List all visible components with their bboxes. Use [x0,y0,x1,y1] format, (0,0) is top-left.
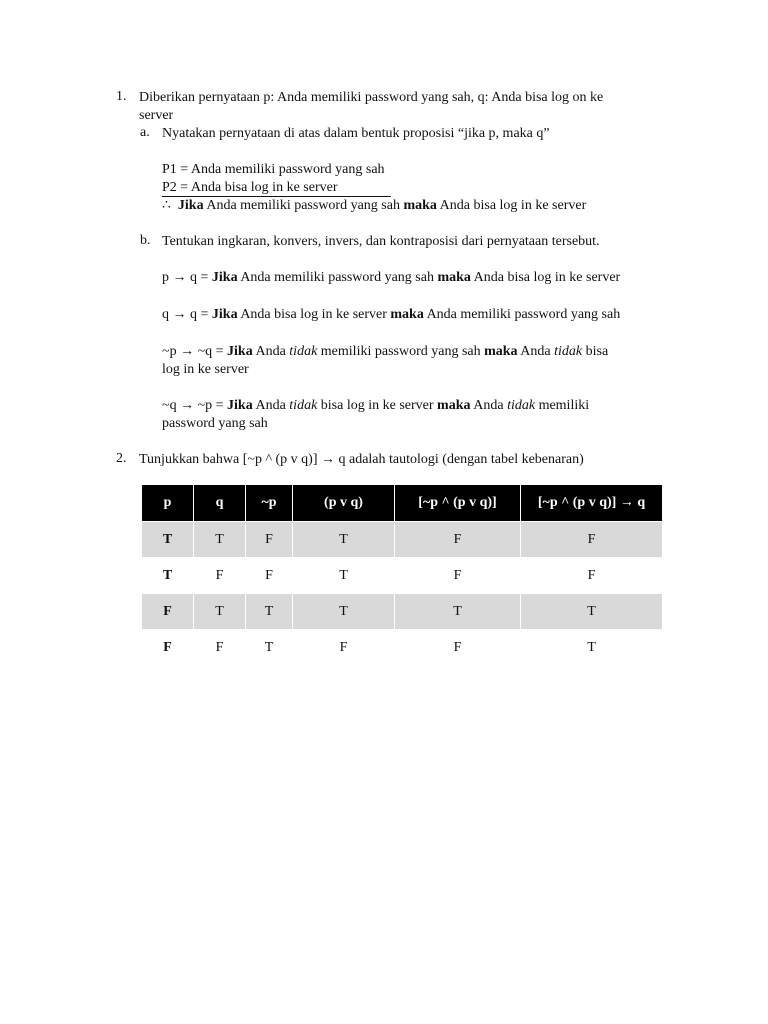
s4-part4: memiliki [535,398,590,413]
table-cell: T [194,593,246,629]
header-p-or-q: (p v q) [293,485,395,521]
s2-part1: Anda bisa log in ke server [237,307,391,322]
table-row [142,629,662,665]
truth-table-header [142,485,662,521]
table-cell: F [142,629,194,665]
statement-implication [162,269,620,287]
s3-tidak1: tidak [289,344,318,359]
statement-inverse-line2: log in ke server [162,362,249,377]
s4-maka: maka [437,398,471,413]
therefore-symbol: ∴ [162,198,171,213]
q1-number: 1. [116,89,127,104]
statement-inverse [162,343,608,361]
s4-part2: bisa log in ke server [317,398,438,413]
s3-tidak2: tidak [554,344,583,359]
table-cell: T [246,629,293,665]
table-cell: F [142,593,194,629]
s2-jika: Jika [211,307,238,322]
s3-part4: bisa [582,344,609,359]
s3-lhs: ~p → ~q = [162,344,228,359]
header-not-p: ~p [246,485,293,521]
table-cell: T [521,629,662,665]
conclusion-line [162,197,586,215]
s3-jika: Jika [227,344,253,359]
header-not-p-and-p-or-q: [~p ^ (p v q)] [395,485,521,521]
truth-table [142,485,662,665]
s4-tidak1: tidak [289,398,318,413]
table-cell: T [142,557,194,593]
s2-part2: Anda memiliki password yang sah [423,307,621,322]
table-cell: T [246,593,293,629]
table-row [142,593,662,629]
conclusion-part1: Anda memiliki password yang sah [203,198,404,213]
s1-part2: Anda bisa log in ke server [470,270,621,285]
table-cell: T [521,593,662,629]
table-cell: T [194,521,246,557]
s3-maka: maka [484,344,518,359]
s4-part3: Anda [470,398,508,413]
header-q: q [194,485,246,521]
header-p: p [142,485,194,521]
q1b-prompt: Tentukan ingkaran, konvers, invers, dan kontraposisi dari pernyataan tersebut. [162,234,600,249]
conclusion-jika: Jika [177,198,204,213]
s1-part1: Anda memiliki password yang sah [237,270,438,285]
conclusion-maka: maka [403,198,437,213]
table-cell: F [293,629,395,665]
s4-lhs: ~q → ~p = [162,398,228,413]
table-cell: T [293,593,395,629]
s4-part1: Anda [252,398,290,413]
q1-text-line2: server [139,108,174,123]
statement-contrapositive [162,397,589,415]
s1-maka: maka [437,270,471,285]
header-implication: [~p ^ (p v q)] → q [521,485,662,521]
conclusion-part2: Anda bisa log in ke server [436,198,587,213]
q1a-marker: a. [140,125,150,140]
table-cell: T [395,593,521,629]
table-cell: F [246,521,293,557]
q1a-prompt: Nyatakan pernyataan di atas dalam bentuk proposisi “jika p, maka q” [162,126,550,141]
table-cell: F [395,521,521,557]
s3-part1: Anda [252,344,290,359]
s2-maka: maka [390,307,424,322]
s3-part2: memiliki password yang sah [317,344,485,359]
table-cell: T [293,521,395,557]
s4-jika: Jika [227,398,253,413]
statement-contrapositive-line2: password yang sah [162,416,268,431]
table-cell: F [246,557,293,593]
s3-part3: Anda [517,344,555,359]
table-cell: T [142,521,194,557]
q2-text: Tunjukkan bahwa [~p ^ (p v q)] → q adalah tautologi (dengan tabel kebenaran) [139,452,584,467]
statement-converse [162,306,620,324]
table-cell: F [521,521,662,557]
table-cell: F [395,629,521,665]
s1-jika: Jika [211,270,238,285]
q2-number: 2. [116,451,127,466]
table-row [142,521,662,557]
table-cell: F [395,557,521,593]
table-cell: F [521,557,662,593]
table-row [142,557,662,593]
s2-lhs: q → q = [162,307,212,322]
premise-p1: P1 = Anda memiliki password yang sah [162,162,385,177]
table-cell: F [194,557,246,593]
table-cell: T [293,557,395,593]
table-cell: F [194,629,246,665]
s1-lhs: p → q = [162,270,212,285]
q1b-marker: b. [140,233,151,248]
premise-p2: P2 = Anda bisa log in ke server [162,180,338,195]
s4-tidak2: tidak [507,398,536,413]
q1-text-line1: Diberikan pernyataan p: Anda memiliki password yang sah, q: Anda bisa log on ke [139,90,604,105]
